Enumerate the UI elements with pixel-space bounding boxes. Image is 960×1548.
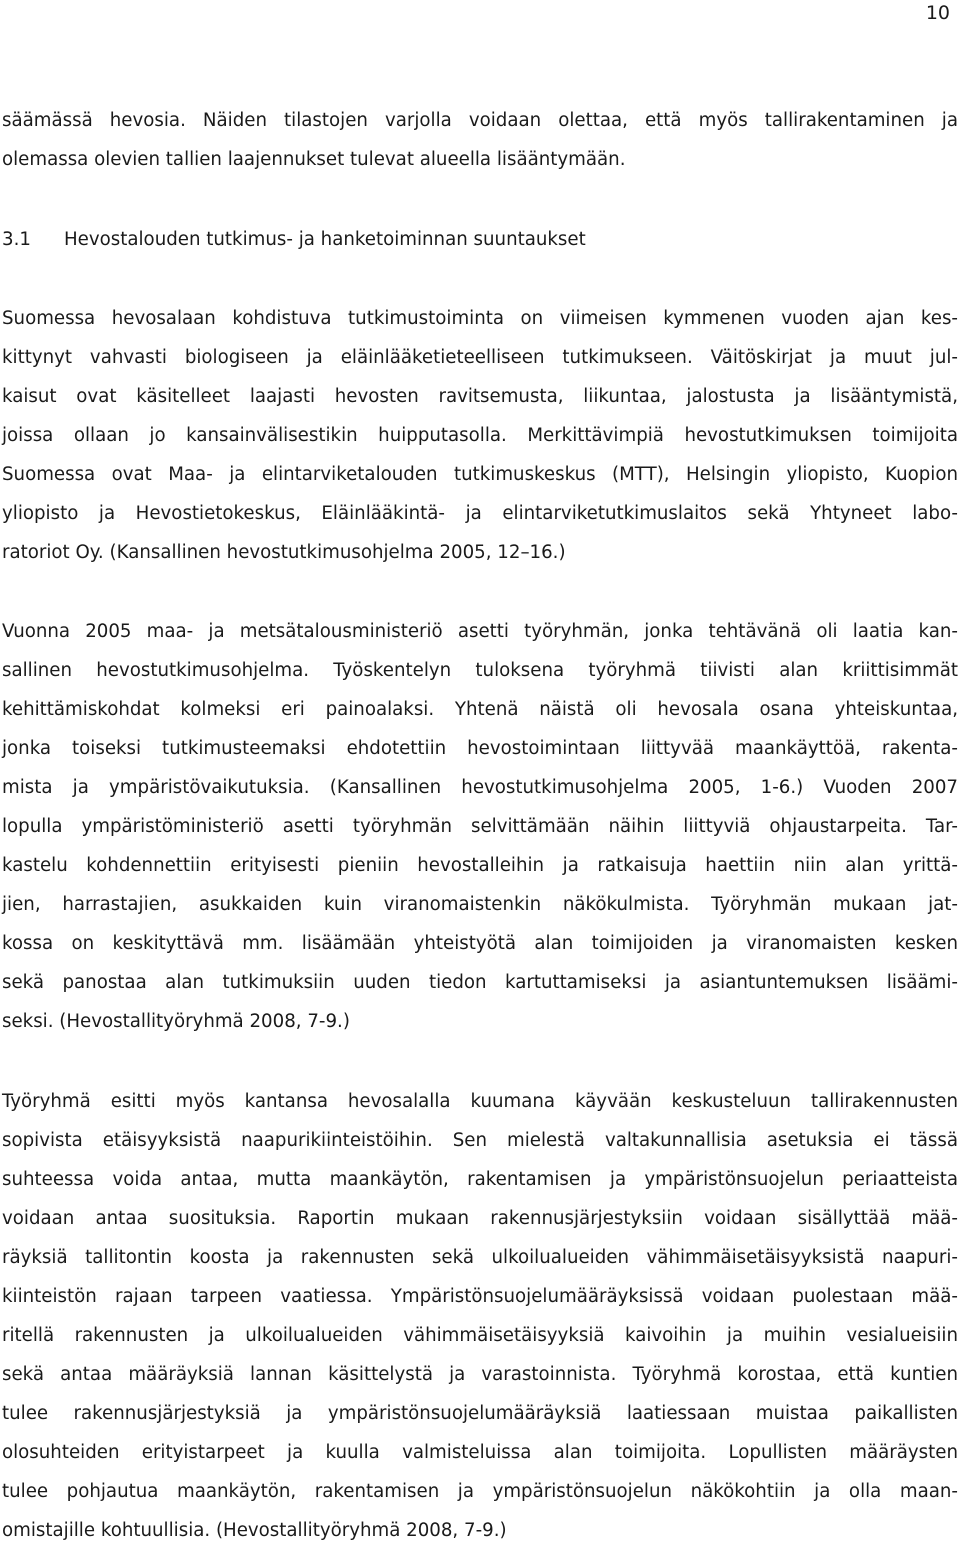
section-number: 3.1 (2, 229, 31, 250)
text-line: tulee rakennusjärjestyksiä ja ympäristönsuojelumääräyksiä laatiessaan muistaa paikallisten (2, 1403, 958, 1424)
text-line: kaisut ovat käsitelleet laajasti hevosten ravitsemusta, liikuntaa, jalostusta ja lisääntymistä, (2, 386, 958, 407)
text-line: olosuhteiden erityistarpeet ja kuulla valmisteluissa alan toimijoita. Lopullisten määräysten (2, 1442, 958, 1463)
page-number: 10 (925, 2, 950, 24)
section-title: Hevostalouden tutkimus- ja hanketoiminnan suuntaukset (64, 229, 586, 250)
text-line: olemassa olevien tallien laajennukset tulevat alueella lisääntymään. (2, 149, 626, 170)
text-line: jonka toiseksi tutkimusteemaksi ehdotettiin hevostoimintaan liittyvää maankäyttöä, rakenta- (2, 738, 958, 759)
text-line: sekä panostaa alan tutkimuksiin uuden tiedon kartuttamiseksi ja asiantuntemuksen lisäämi- (2, 972, 958, 993)
text-line: seksi. (Hevostallityöryhmä 2008, 7-9.) (2, 1011, 350, 1032)
text-line: Suomessa ovat Maa- ja elintarviketalouden tutkimuskeskus (MTT), Helsingin yliopisto, Kuopion (2, 464, 958, 485)
text-line: voidaan antaa suosituksia. Raportin mukaan rakennusjärjestyksiin voidaan sisällyttää mää- (2, 1208, 958, 1229)
text-line: yliopisto ja Hevostietokeskus, Eläinlääkintä- ja elintarviketutkimuslaitos sekä Yhtyneet labo- (2, 503, 958, 524)
text-line: kehittämiskohdat kolmeksi eri painoalaksi. Yhtenä näistä oli hevosala osana yhteiskuntaa, (2, 699, 958, 720)
text-line: kiinteistön rajaan tarpeen vaatiessa. Ympäristönsuojelumääräyksissä voidaan puolestaan mää- (2, 1286, 958, 1307)
text-line: kittynyt vahvasti biologiseen ja eläinlääketieteelliseen tutkimukseen. Väitöskirjat ja muut jul- (2, 347, 958, 368)
text-line: jien, harrastajien, asukkaiden kuin viranomaistenkin näkökulmista. Työryhmän mukaan jat- (2, 894, 958, 915)
text-line: tulee pohjautua maankäytön, rakentamisen ja ympäristönsuojelun näkökohtiin ja olla maan- (2, 1481, 958, 1502)
text-line: sopivista etäisyyksistä naapurikiinteistöihin. Sen mielestä valtakunnallisia asetuksia ei tässä (2, 1130, 958, 1151)
text-line: omistajille kohtuullisia. (Hevostallityöryhmä 2008, 7-9.) (2, 1520, 507, 1541)
text-line: Työryhmä esitti myös kantansa hevosalalla kuumana käyvään keskusteluun tallirakennusten (2, 1091, 958, 1112)
text-line: Suomessa hevosalaan kohdistuva tutkimustoiminta on viimeisen kymmenen vuoden ajan kes- (2, 308, 958, 329)
text-line: suhteessa voida antaa, mutta maankäytön, rakentamisen ja ympäristönsuojelun periaatteista (2, 1169, 958, 1190)
text-line: ratoriot Oy. (Kansallinen hevostutkimusohjelma 2005, 12–16.) (2, 542, 566, 563)
text-line: sallinen hevostutkimusohjelma. Työskentelyn tuloksena työryhmä tiivisti alan kriittisimmät (2, 660, 958, 681)
text-line: lopulla ympäristöministeriö asetti työryhmän selvittämään näihin liittyviä ohjaustarpeita. Tar- (2, 816, 958, 837)
text-line: ritellä rakennusten ja ulkoilualueiden vähimmäisetäisyyksiä kaivoihin ja muihin vesialueisiin (2, 1325, 958, 1346)
text-line: kossa on keskityttävä mm. lisäämään yhteistyötä alan toimijoiden ja viranomaisten kesken (2, 933, 958, 954)
text-line: mista ja ympäristövaikutuksia. (Kansallinen hevostutkimusohjelma 2005, 1-6.) Vuoden 2007 (2, 777, 958, 798)
text-line: kastelu kohdennettiin erityisesti pieniin hevostalleihin ja ratkaisuja haettiin niin alan yrittä- (2, 855, 958, 876)
text-line: Vuonna 2005 maa- ja metsätalousministeriö asetti työryhmän, jonka tehtävänä oli laatia kan- (2, 621, 958, 642)
text-line: joissa ollaan jo kansainvälisestikin huipputasolla. Merkittävimpiä hevostutkimuksen toimijoita (2, 425, 958, 446)
text-line: säämässä hevosia. Näiden tilastojen varjolla voidaan olettaa, että myös tallirakentaminen ja (2, 110, 958, 131)
text-line: räyksiä tallitontin koosta ja rakennusten sekä ulkoilualueiden vähimmäisetäisyyksistä naapuri- (2, 1247, 958, 1268)
text-line: sekä antaa määräyksiä lannan käsittelystä ja varastoinnista. Työryhmä korostaa, että kuntien (2, 1364, 958, 1385)
